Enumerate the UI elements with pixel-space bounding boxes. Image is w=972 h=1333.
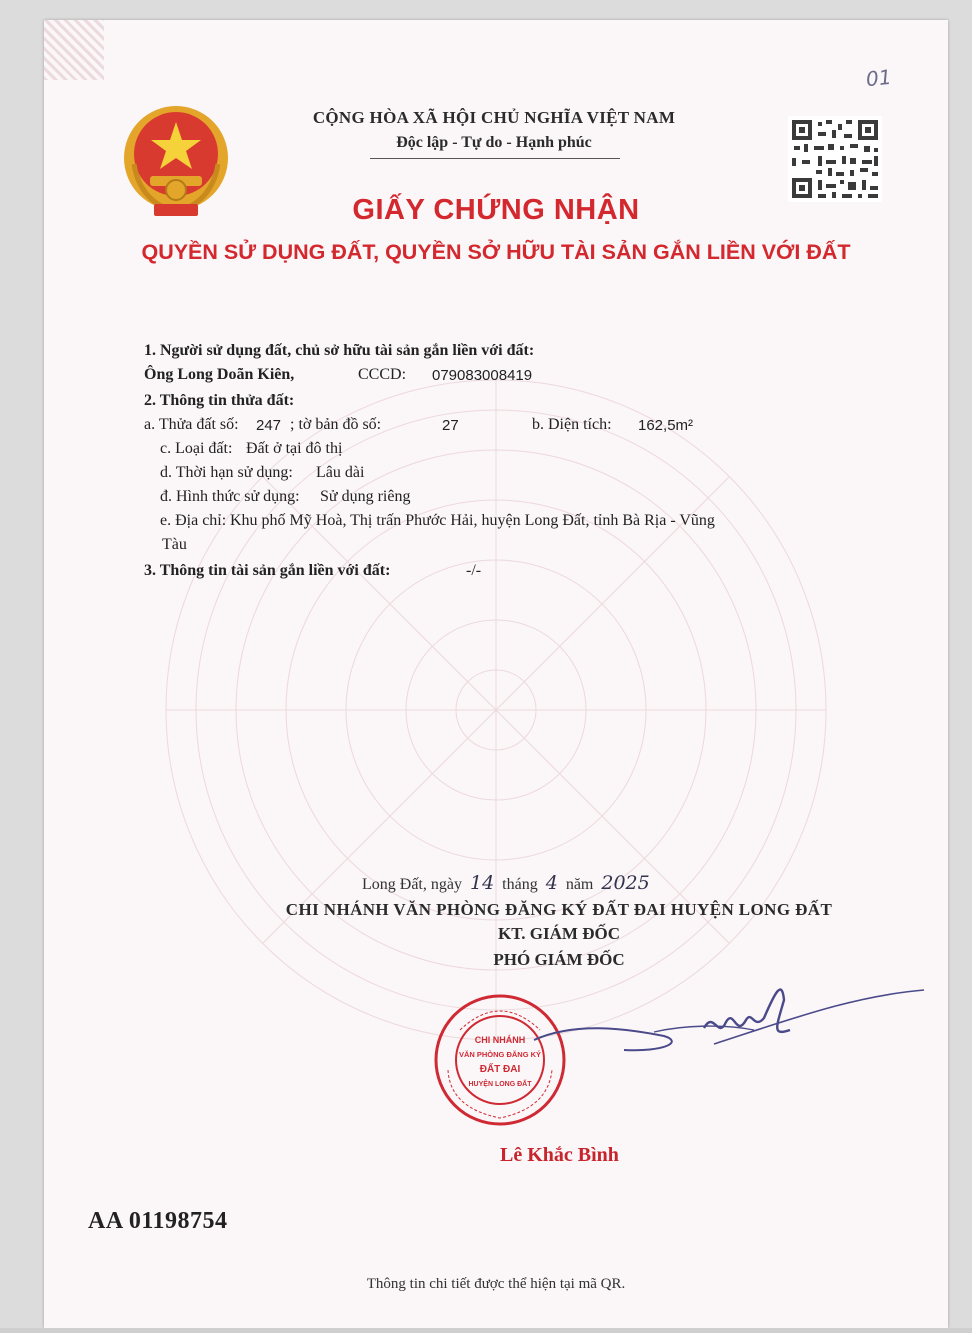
qr-code-icon [788, 116, 882, 202]
issuing-office: CHI NHÁNH VĂN PHÒNG ĐĂNG KÝ ĐẤT ĐAI HUYỆN LONG ĐẤT [285, 900, 833, 919]
date-month: 4 [545, 872, 558, 894]
section3-value: -/- [466, 562, 482, 579]
term-value: Lâu dài [316, 464, 365, 481]
national-motto: Độc lập - Tự do - Hạnh phúc [396, 134, 592, 151]
form-value: Sử dụng riêng [320, 488, 411, 505]
svg-text:CHI NHÁNH: CHI NHÁNH [474, 1035, 526, 1045]
land-type-value: Đất ở tại đô thị [246, 440, 343, 457]
nation-name: CỘNG HÒA XÃ HỘI CHỦ NGHĨA VIỆT NAM [312, 108, 676, 127]
handwritten-signature [514, 970, 934, 1090]
svg-text:HUYỆN LONG ĐẤT: HUYỆN LONG ĐẤT [468, 1081, 532, 1088]
svg-text:VĂN PHÒNG ĐĂNG KÝ: VĂN PHÒNG ĐĂNG KÝ [458, 1050, 542, 1059]
owner-name: Ông Long Doãn Kiên, [144, 366, 295, 383]
page-bottom-edge [0, 1328, 972, 1333]
date-month-label: tháng [502, 876, 538, 893]
date-place-prefix: Long Đất, ngày [362, 876, 462, 893]
address-label: e. Địa chỉ: [160, 512, 227, 529]
form-label: đ. Hình thức sử dụng: [160, 488, 300, 505]
land-type-label: c. Loại đất: [160, 440, 233, 457]
address-line2: Tàu [162, 536, 187, 553]
certificate-subtitle: QUYỀN SỬ DỤNG ĐẤT, QUYỀN SỞ HỮU TÀI SẢN GẮN LIỀN VỚI ĐẤT [141, 240, 851, 264]
parcel-label: a. Thửa đất số: [144, 416, 239, 433]
deputy-director-title: PHÓ GIÁM ĐỐC [493, 950, 625, 969]
svg-text:ĐẤT ĐAI: ĐẤT ĐAI [479, 1064, 521, 1075]
qr-info-footer: Thông tin chi tiết được thể hiện tại mã QR. [366, 1276, 626, 1292]
motto-underline [370, 158, 620, 159]
signing-authority: KT. GIÁM ĐỐC [498, 924, 620, 943]
term-label: d. Thời hạn sử dụng: [160, 464, 293, 481]
id-value: 079083008419 [432, 367, 533, 384]
signing-date-line [362, 872, 654, 894]
address-line1: Khu phố Mỹ Hoà, Thị trấn Phước Hải, huyện Long Đất, tỉnh Bà Rịa - Vũng [230, 512, 715, 529]
certificate-page [44, 20, 948, 1328]
certificate-serial-number: AA 01198754 [88, 1208, 228, 1234]
page-number-handwritten: 01 [864, 64, 893, 92]
section1-heading: 1. Người sử dụng đất, chủ sở hữu tài sản gắn liền với đất: [144, 342, 535, 359]
certificate-title: GIẤY CHỨNG NHẬN [352, 194, 640, 226]
sheet-number: 27 [442, 417, 459, 434]
signer-name: Lê Khắc Bình [500, 1144, 619, 1166]
date-day: 14 [469, 872, 495, 894]
area-value: 162,5m² [638, 417, 694, 434]
section2-heading: 2. Thông tin thửa đất: [144, 392, 295, 409]
section3-heading: 3. Thông tin tài sản gắn liền với đất: [144, 562, 391, 579]
date-year: 2025 [601, 872, 650, 894]
date-year-label: năm [565, 876, 594, 893]
sheet-label: ; tờ bản đồ số: [290, 416, 382, 433]
id-label: CCCD: [358, 366, 407, 383]
corner-pattern [44, 20, 104, 80]
area-label: b. Diện tích: [532, 416, 612, 433]
parcel-number: 247 [256, 417, 282, 434]
